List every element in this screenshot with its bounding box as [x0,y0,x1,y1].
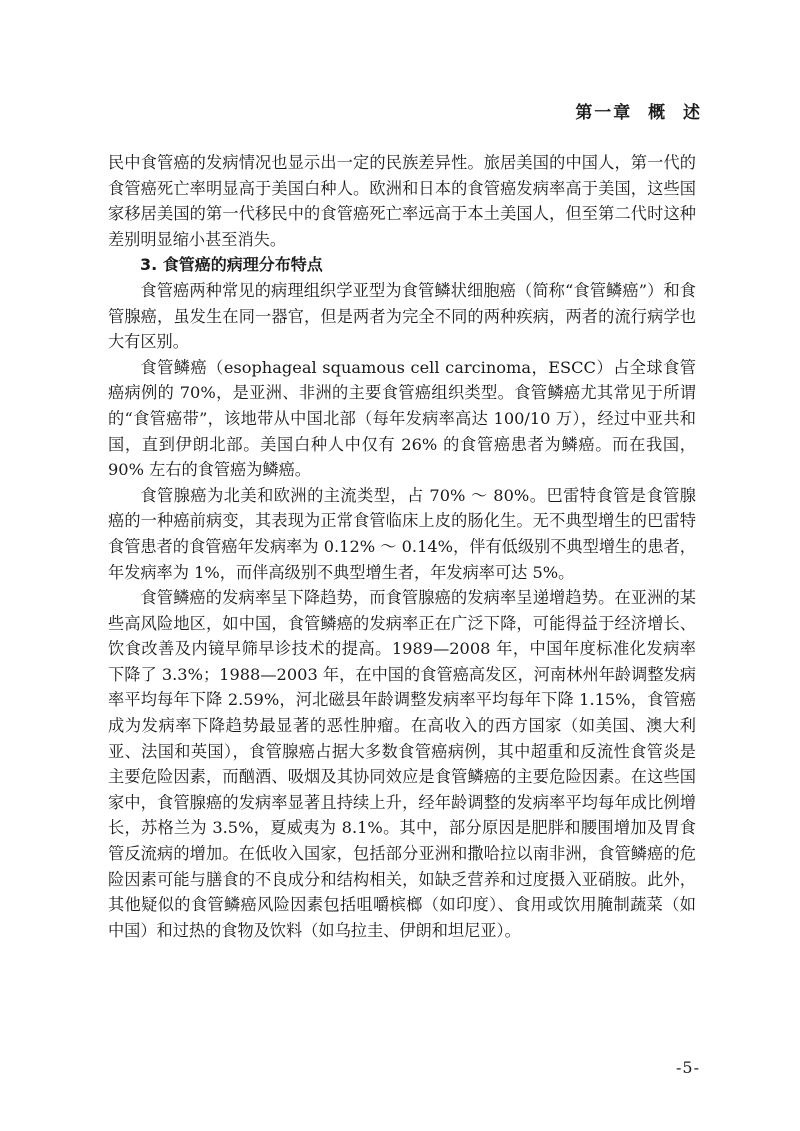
paragraph-subtypes: 食管癌两种常见的病理组织学亚型为食管鳞状细胞癌（简称“食管鳞癌”）和食管腺癌，虽发生在同一器官，但是两者为完全不同的两种疾病，两者的流行病学也大有区别。 [108,280,696,352]
running-head: 第一章 概 述 [575,103,702,123]
paragraph-adenocarcinoma: 食管腺癌为北美和欧洲的主流类型，占 70% ～ 80%。巴雷特食管是食管腺癌的一种癌前病变，其表现为正常食管临床上皮的肠化生。无不典型增生的巴雷特食管患者的食管癌年发病率为 0.12% ～ 0.14%，伴有低级别不典型增生的患者，年发病率为 1%，而伴高级别不典型增生者，年发病率可达 5%。 [108,485,696,582]
section-heading: 3. 食管癌的病理分布特点 [140,255,323,275]
page-number: -5- [676,1058,700,1077]
paragraph-trends: 食管鳞癌的发病率呈下降趋势，而食管腺癌的发病率呈递增趋势。在亚洲的某些高风险地区，如中国，食管鳞癌的发病率正在广泛下降，可能得益于经济增长、饮食改善及内镜早筛早诊技术的提高。1989—2008 年，中国年度标准化发病率下降了 3.3%；1988—2003 年，在中国的食管癌高发区，河南林州年龄调整发病率平均每年下降 2.59%，河北磁县年龄调整发病率平均每年下降 1.15%，食管癌成为发病率下降趋势最显著的恶性肿瘤。在高收入的西方国家（如美国、澳大利亚、法国和英国），食管腺癌占据大多数食管癌病例，其中超重和反流性食管炎是主要危险因素，而酗酒、吸烟及其协同效应是食管鳞癌的主要危险因素。在这些国家中，食管腺癌的发病率显著且持续上升，经年龄调整的发病率平均每年成比例增长，苏格兰为 3.5%，夏威夷为 8.1%。其中，部分原因是肥胖和腰围增加及胃食管反流病的增加。在低收入国家，包括部分亚洲和撒哈拉以南非洲，食管鳞癌的危险因素可能与膳食的不良成分和结构相关，如缺乏营养和过度摄入亚硝胺。此外，其他疑似的食管鳞癌风险因素包括咀嚼槟榔（如印度）、食用或饮用腌制蔬菜（如中国）和过热的食物及饮料（如乌拉圭、伊朗和坦尼亚）。 [108,588,696,940]
paragraph-escc: 食管鳞癌（esophageal squamous cell carcinoma，ESCC）占全球食管癌病例的 70%，是亚洲、非洲的主要食管癌组织类型。食管鳞癌尤其常见于所谓的“食管癌带”，该地带从中国北部（每年发病率高达 100/10 万），经过中亚共和国，直到伊朗北部。美国白种人中仅有 26% 的食管癌患者为鳞癌。而在我国，90% 左右的食管癌为鳞癌。 [108,357,696,480]
paragraph-continuation: 民中食管癌的发病情况也显示出一定的民族差异性。旅居美国的中国人，第一代的食管癌死亡率明显高于美国白种人。欧洲和日本的食管癌发病率高于美国，这些国家移居美国的第一代移民中的食管癌死亡率远高于本土美国人，但至第二代时这种差别明显缩小甚至消失。 [108,153,696,249]
body-text [108,150,696,943]
